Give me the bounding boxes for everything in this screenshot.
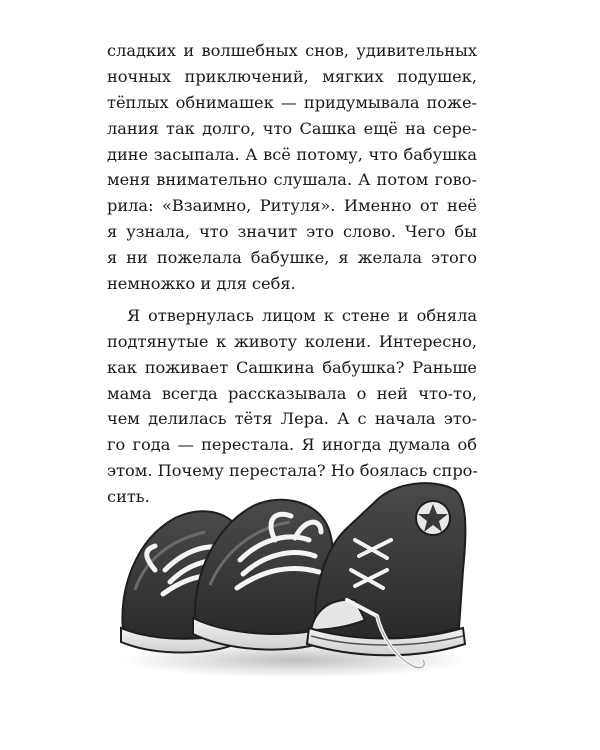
text-line: сить. [107,487,150,507]
body-text [107,38,477,510]
text-line: сладких и волшебных снов, удивительных [107,41,477,60]
text-line: мама всегда рассказывала о ней что-то, [107,383,477,403]
paragraph-1 [107,38,477,297]
text-line: ночных приключений, мягких подушек, [107,66,477,86]
text-line: Я отвернулась лицом к стене и обняла [127,305,477,325]
text-line: го года — перестала. Я иногда думала об [107,435,477,455]
text-line: я узнала, что значит это слово. Чего бы [107,222,477,242]
text-line: дине засыпала. А всё потому, что бабушка [107,144,477,164]
text-line: чем делилась тётя Лера. А с начала это- [107,409,477,429]
text-line: рила: «Взаимно, Ритуля». Именно от неё [107,196,477,216]
text-line: лания так долго, что Сашка ещё на сере- [107,118,477,138]
text-line: немножко и для себя. [107,274,296,294]
text-line: тёплых обнимашек — придумывала поже- [107,92,477,112]
text-line: подтянутые к животу колени. Интересно, [107,331,477,351]
text-line: я ни пожелала бабушке, я желала этого [107,248,477,268]
text-line: этом. Почему перестала? Но боялась спро- [107,461,478,481]
text-line: как поживает Сашкина бабушка? Раньше [107,357,477,377]
text-line: меня внимательно слушала. А потом гово- [107,170,477,190]
sneakers-illustration [115,470,475,680]
high-top-sneaker [307,483,465,667]
